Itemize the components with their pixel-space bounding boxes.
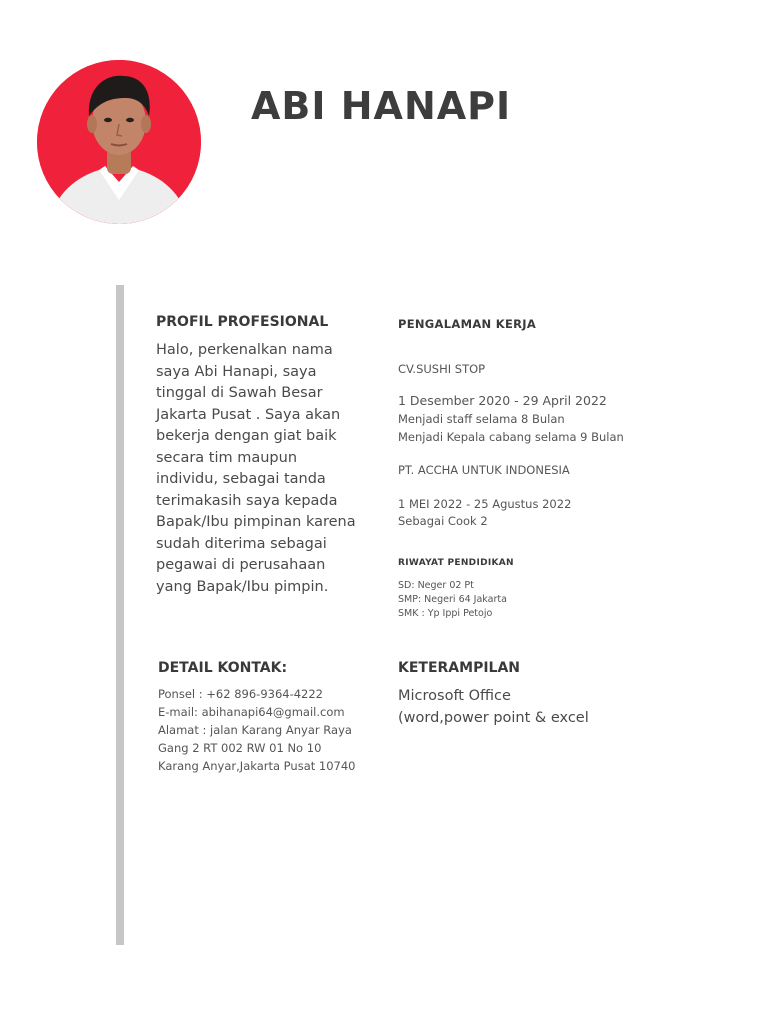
contact-section	[158, 660, 356, 775]
profile-photo	[37, 60, 201, 224]
profile-heading: PROFIL PROFESIONAL	[156, 314, 329, 330]
profile-line: secara tim maupun	[156, 449, 298, 466]
experience-heading: PENGALAMAN KERJA	[398, 317, 537, 331]
education-heading: RIWAYAT PENDIDIKAN	[398, 558, 514, 568]
skills-heading: KETERAMPILAN	[398, 660, 521, 676]
contact-heading: DETAIL KONTAK:	[158, 660, 288, 676]
profile-line: yang Bapak/Ibu pimpin.	[156, 578, 329, 595]
experience-company: PT. ACCHA UNTUK INDONESIA	[398, 463, 570, 477]
accent-divider	[116, 285, 124, 945]
experience-period: 1 MEI 2022 - 25 Agustus 2022	[398, 497, 572, 511]
experience-role: Menjadi Kepala cabang selama 9 Bulan	[398, 430, 624, 444]
skills-lines	[398, 685, 589, 729]
profile-line: individu, sebagai tanda	[156, 471, 326, 487]
skill-item: Microsoft Office	[398, 688, 511, 704]
experience-period: 1 Desember 2020 - 29 April 2022	[398, 393, 607, 408]
education-item: SD: Neger 02 Pt	[398, 580, 474, 591]
candidate-name: ABI HANAPI	[251, 84, 512, 128]
profile-section	[156, 314, 371, 598]
experience-company: CV.SUSHI STOP	[398, 362, 486, 376]
education-item: SMK : Yp Ippi Petojo	[398, 608, 493, 619]
profile-line: terimakasih saya kepada	[156, 492, 338, 509]
contact-lines	[158, 685, 356, 775]
profile-line: Bapak/Ibu pimpinan karena	[156, 514, 356, 530]
profile-line: pegawai di perusahaan	[156, 557, 326, 573]
person-photo-icon	[37, 60, 201, 224]
profile-line: Halo, perkenalkan nama	[156, 342, 333, 358]
contact-phone: Ponsel : +62 896-9364-4222	[158, 687, 324, 701]
profile-line: tinggal di Sawah Besar	[156, 385, 323, 401]
experience-role: Menjadi staff selama 8 Bulan	[398, 412, 565, 426]
contact-address: Gang 2 RT 002 RW 01 No 10	[158, 741, 322, 755]
profile-line: bekerja dengan giat baik	[156, 428, 337, 444]
skills-section	[398, 660, 589, 729]
contact-email: E-mail: abihanapi64@gmail.com	[158, 705, 345, 719]
experience-role: Sebagai Cook 2	[398, 514, 488, 528]
profile-line: saya Abi Hanapi, saya	[156, 363, 317, 380]
contact-address: Alamat : jalan Karang Anyar Raya	[158, 723, 352, 737]
education-list	[398, 579, 507, 621]
profile-text	[156, 340, 371, 598]
profile-line: Jakarta Pusat . Saya akan	[156, 406, 341, 423]
education-item: SMP: Negeri 64 Jakarta	[398, 594, 507, 605]
profile-line: sudah diterima sebagai	[156, 535, 327, 552]
skill-item: (word,power point & excel	[398, 710, 589, 726]
contact-address: Karang Anyar,Jakarta Pusat 10740	[158, 759, 356, 773]
